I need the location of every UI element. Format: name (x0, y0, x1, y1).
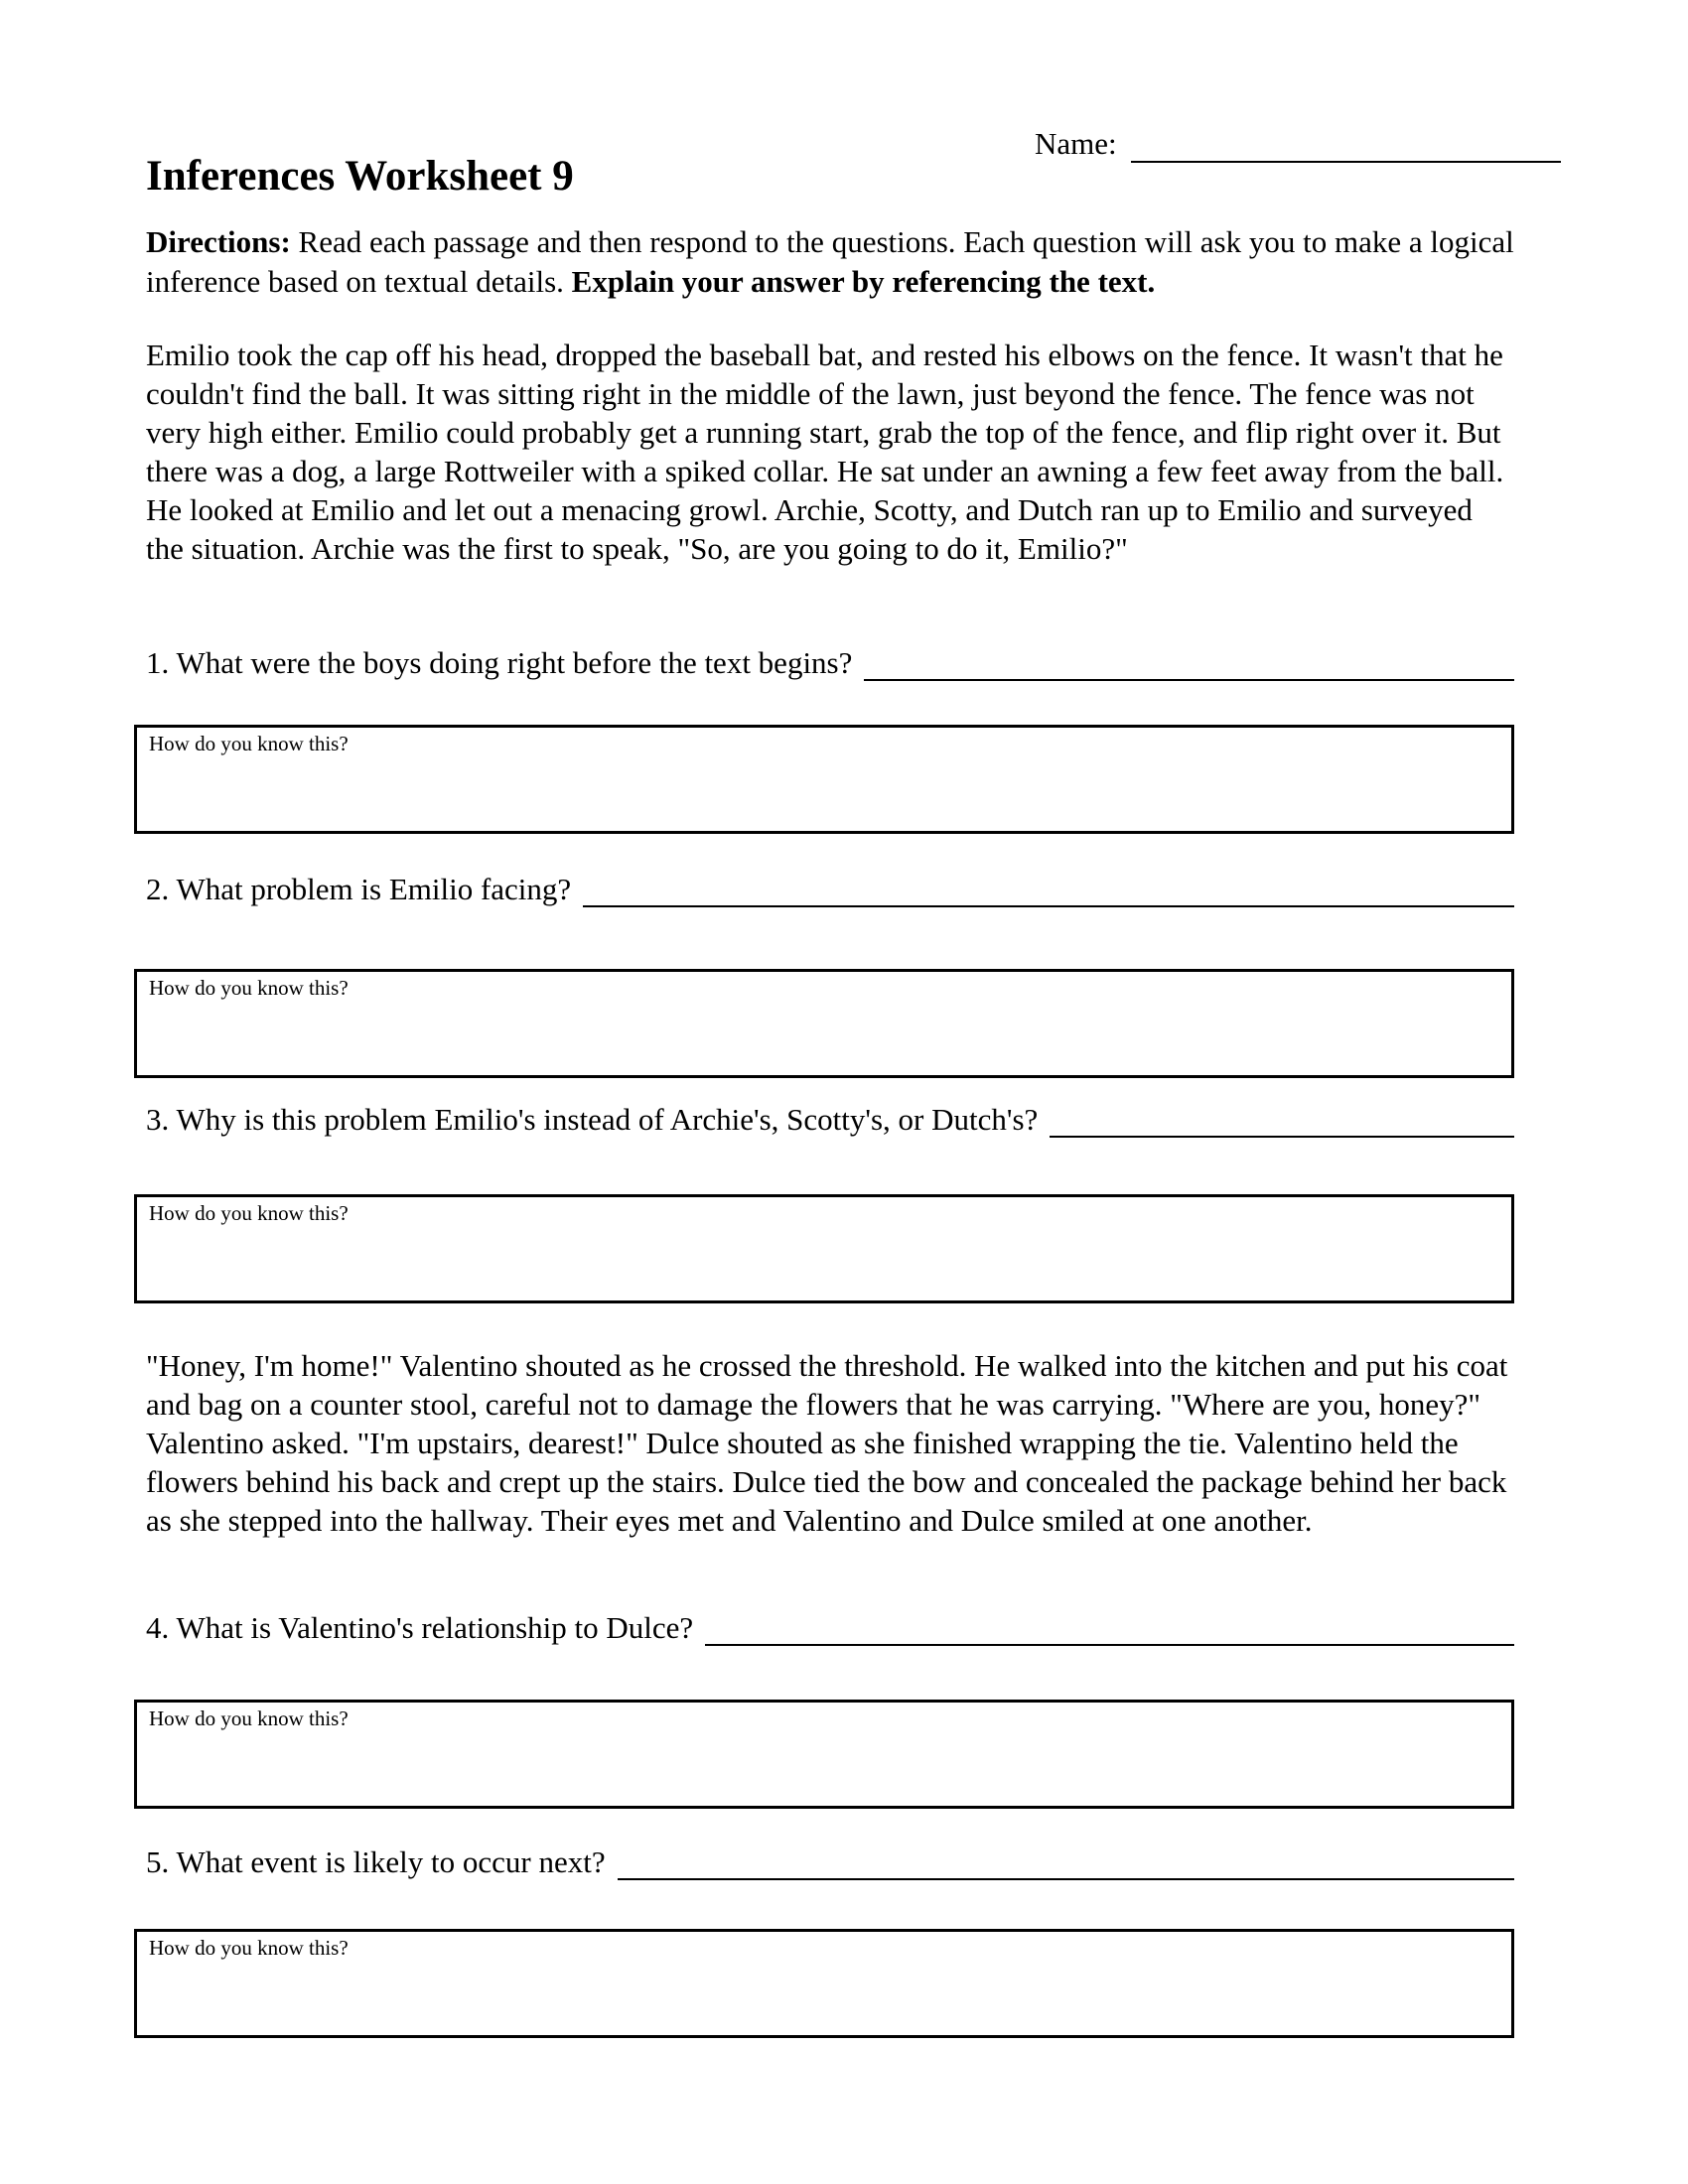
question-4 (146, 1608, 1514, 1648)
answer-box-4-label: How do you know this? (149, 1706, 349, 1730)
answer-box-5[interactable] (134, 1929, 1514, 2038)
answer-box-3-label: How do you know this? (149, 1201, 349, 1225)
directions-emphasis: Explain your answer by referencing the text. (571, 264, 1156, 299)
question-5-text (146, 1843, 606, 1882)
question-5-answer-line[interactable] (618, 1846, 1514, 1880)
question-3-answer-line[interactable] (1050, 1104, 1514, 1138)
directions-body: Read each passage and then respond to the questions. Each question will ask you to make a logical inference based on textual details. (146, 224, 1514, 299)
question-5-label: What event is likely to occur next? (176, 1844, 606, 1879)
question-3-label: Why is this problem Emilio's instead of Archie's, Scotty's, or Dutch's? (176, 1102, 1039, 1137)
question-2-number: 2. (146, 872, 170, 906)
question-3 (146, 1100, 1514, 1140)
question-1-label: What were the boys doing right before the text begins? (176, 645, 853, 680)
question-3-text (146, 1100, 1038, 1140)
question-1-number: 1. (146, 645, 170, 680)
page-title: Inferences Worksheet 9 (146, 153, 574, 200)
answer-box-2[interactable] (134, 969, 1514, 1078)
answer-box-5-label: How do you know this? (149, 1936, 349, 1960)
question-1-text (146, 643, 852, 683)
question-4-text (146, 1608, 693, 1648)
question-4-answer-line[interactable] (705, 1612, 1514, 1646)
question-5 (146, 1843, 1514, 1882)
question-4-label: What is Valentino's relationship to Dulce? (176, 1610, 694, 1645)
question-1-answer-line[interactable] (864, 647, 1514, 681)
answer-box-4[interactable] (134, 1700, 1514, 1809)
question-2-text (146, 870, 571, 909)
passage-2: "Honey, I'm home!" Valentino shouted as he crossed the threshold. He walked into the kitchen and put his coat and bag on a counter stool, careful not to damage the flowers that he was carrying. "Where are you, honey?" Valentino asked. "I'm upstairs, dearest!" Dulce shouted as she finished wrapping the tie. Valentino held the flowers behind his back and crept up the stairs. Dulce tied the bow and concealed the package behind her back as she stepped into the hallway. Their eyes met and Valentino and Dulce smiled at one another. (146, 1348, 1508, 1538)
question-2-label: What problem is Emilio facing? (176, 872, 572, 906)
question-2 (146, 870, 1514, 909)
name-row (1035, 125, 1561, 163)
answer-box-2-label: How do you know this? (149, 976, 349, 1000)
answer-box-1[interactable] (134, 725, 1514, 834)
question-4-number: 4. (146, 1610, 170, 1645)
name-label: Name: (1035, 126, 1117, 161)
question-1 (146, 643, 1514, 683)
question-3-number: 3. (146, 1102, 170, 1137)
directions-label: Directions: (146, 224, 291, 259)
answer-box-3[interactable] (134, 1194, 1514, 1303)
passage-1: Emilio took the cap off his head, dropped the baseball bat, and rested his elbows on the fence. It wasn't that he couldn't find the ball. It was sitting right in the middle of the lawn, just beyond the fence. The fence was not very high either. Emilio could probably get a running start, grab the top of the fence, and flip right over it. But there was a dog, a large Rottweiler with a spiked collar. He sat under an awning a few feet away from the ball. He looked at Emilio and let out a menacing growl. Archie, Scotty, and Dutch ran up to Emilio and surveyed the situation. Archie was the first to speak, "So, are you going to do it, Emilio?" (146, 338, 1504, 566)
question-5-number: 5. (146, 1844, 170, 1879)
question-2-answer-line[interactable] (583, 874, 1514, 907)
answer-box-1-label: How do you know this? (149, 732, 349, 755)
directions-text (146, 222, 1514, 302)
name-input-line[interactable] (1131, 129, 1561, 163)
